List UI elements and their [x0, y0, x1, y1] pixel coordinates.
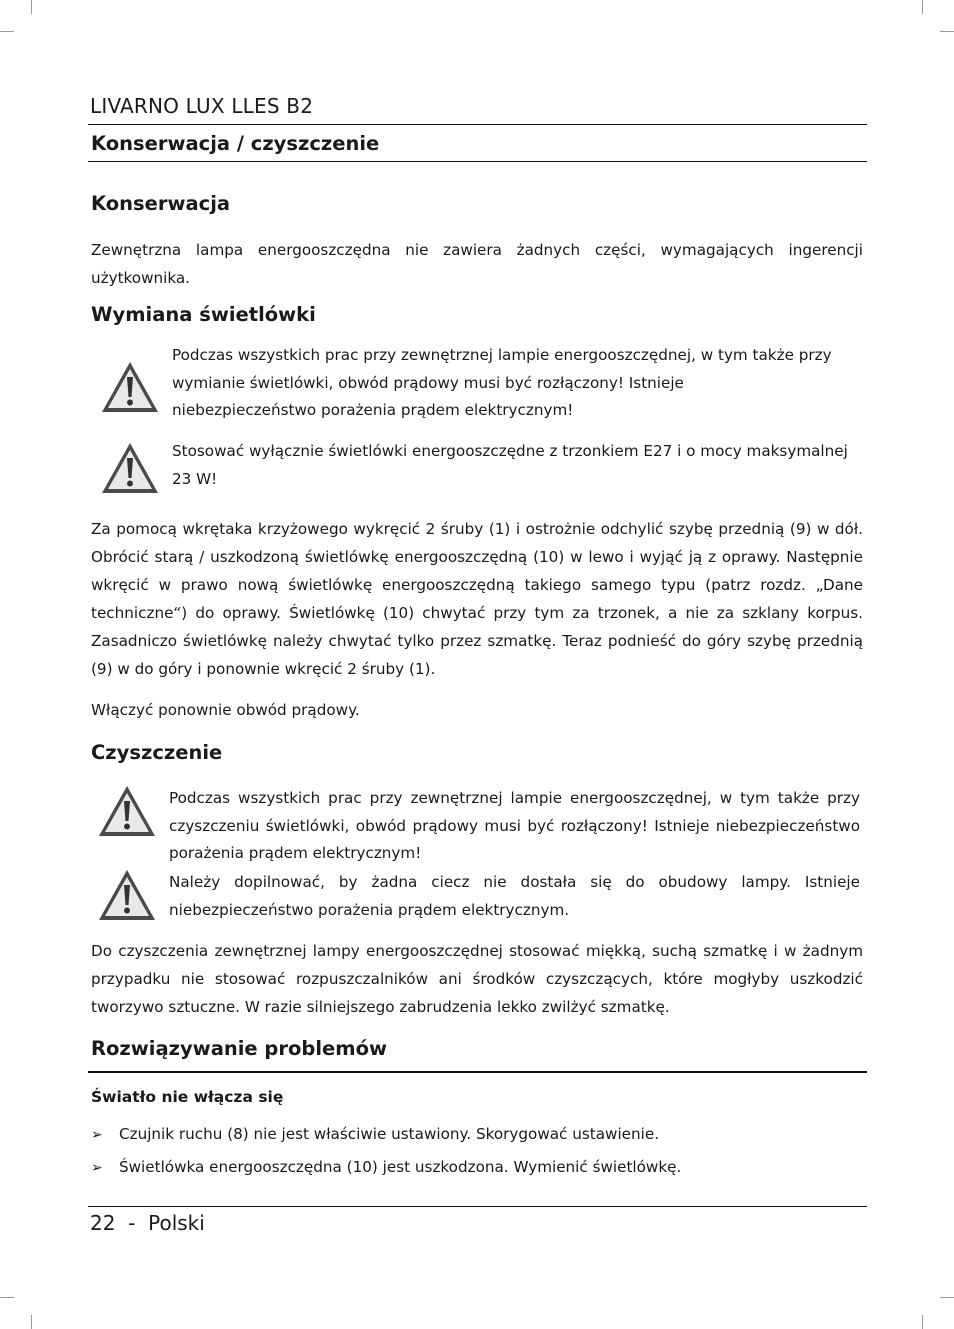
- replacement-heading: Wymiana świetlówki: [91, 303, 316, 326]
- crop-mark: [940, 31, 954, 32]
- crop-mark: [0, 31, 14, 32]
- reconnect-text: Włączyć ponownie obwód prądowy.: [91, 701, 360, 719]
- warning-triangle-icon: [100, 360, 160, 414]
- maintenance-text: Zewnętrzna lampa energooszczędna nie zawiera żadnych części, wymagających ingerencji użytkownika.: [91, 241, 863, 287]
- warning-triangle-icon: [97, 784, 157, 838]
- arrow-bullet-icon: ➢: [91, 1127, 103, 1143]
- crop-mark: [940, 1297, 954, 1298]
- crop-mark: [31, 0, 32, 14]
- cleaning-warning-1: Podczas wszystkich prac przy zewnętrznej lampie energooszczędnej, w tym także przy czyszczeniu świetlówki, obwód prądowy musi być rozłączony! Istnieje niebezpieczeństwo porażenia prądem elektrycznym!: [169, 789, 860, 862]
- cleaning-text: Do czyszczenia zewnętrznej lampy energooszczędnej stosować miękką, suchą szmatkę i w żadnym przypadku nie stosować rozpuszczalników ani środków czyszczących, które mogłyby uszkodzić tworzywo sztuczne. W razie silniejszego zabrudzenia lekko zwilżyć szmatkę.: [91, 942, 863, 1016]
- header-rule: [88, 124, 867, 125]
- troubleshooting-heading: Rozwiązywanie problemów: [91, 1037, 388, 1060]
- section-rule: [88, 161, 867, 162]
- page-number: 22: [90, 1211, 116, 1235]
- troubleshooting-rule: [88, 1071, 867, 1073]
- list-item: [91, 1155, 863, 1180]
- crop-mark: [31, 1315, 32, 1329]
- cleaning-warning-2: Należy dopilnować, by żadna ciecz nie dostała się do obudowy lampy. Istnieje niebezpieczeństwo porażenia prądem elektrycznym.: [169, 873, 860, 919]
- replacement-warning-1: Podczas wszystkich prac przy zewnętrznej lampie energooszczędnej, w tym także przy wymianie świetlówki, obwód prądowy musi być rozłączony! Istnieje niebezpieczeństwo porażenia prądem elektrycznym!: [172, 346, 832, 419]
- crop-mark: [922, 1315, 923, 1329]
- page-footer: [90, 1211, 205, 1235]
- list-item-text: Świetlówka energooszczędna (10) jest uszkodzona. Wymienić świetlówkę.: [119, 1158, 682, 1176]
- footer-rule: [88, 1206, 867, 1207]
- crop-mark: [922, 0, 923, 14]
- warning-triangle-icon: [97, 868, 157, 922]
- list-item: [91, 1122, 863, 1147]
- troubleshooting-subheading: Światło nie włącza się: [91, 1088, 284, 1106]
- cleaning-heading: Czyszczenie: [91, 741, 223, 764]
- arrow-bullet-icon: ➢: [91, 1160, 103, 1176]
- section-title: Konserwacja / czyszczenie: [91, 132, 380, 155]
- document-header-title: LIVARNO LUX LLES B2: [90, 94, 314, 118]
- replacement-procedure: Za pomocą wkrętaka krzyżowego wykręcić 2 śruby (1) i ostrożnie odchylić szybę przednią (9) w dół. Obrócić starą / uszkodzoną świetlówkę energooszczędną (10) w lewo i wyjąć ją z oprawy. Następnie wkręcić w prawo nową świetlówkę energooszczędną takiego samego typu (patrz rozdz. „Dane techniczne“) do oprawy. Świetlówkę (10) chwytać przy tym za trzonek, a nie za szklany korpus. Zasadniczo świetlówkę należy chwytać tylko przez szmatkę. Teraz podnieść do góry szybę przednią (9) w do góry i ponownie wkręcić 2 śruby (1).: [91, 520, 863, 678]
- footer-language: Polski: [148, 1211, 205, 1235]
- crop-mark: [0, 1297, 14, 1298]
- warning-triangle-icon: [100, 441, 160, 495]
- maintenance-heading: Konserwacja: [91, 192, 231, 215]
- replacement-warning-2: Stosować wyłącznie świetlówki energooszczędne z trzonkiem E27 i o mocy maksymalnej 23 W!: [172, 442, 848, 488]
- list-item-text: Czujnik ruchu (8) nie jest właściwie ustawiony. Skorygować ustawienie.: [119, 1125, 660, 1143]
- footer-separator: -: [128, 1211, 136, 1235]
